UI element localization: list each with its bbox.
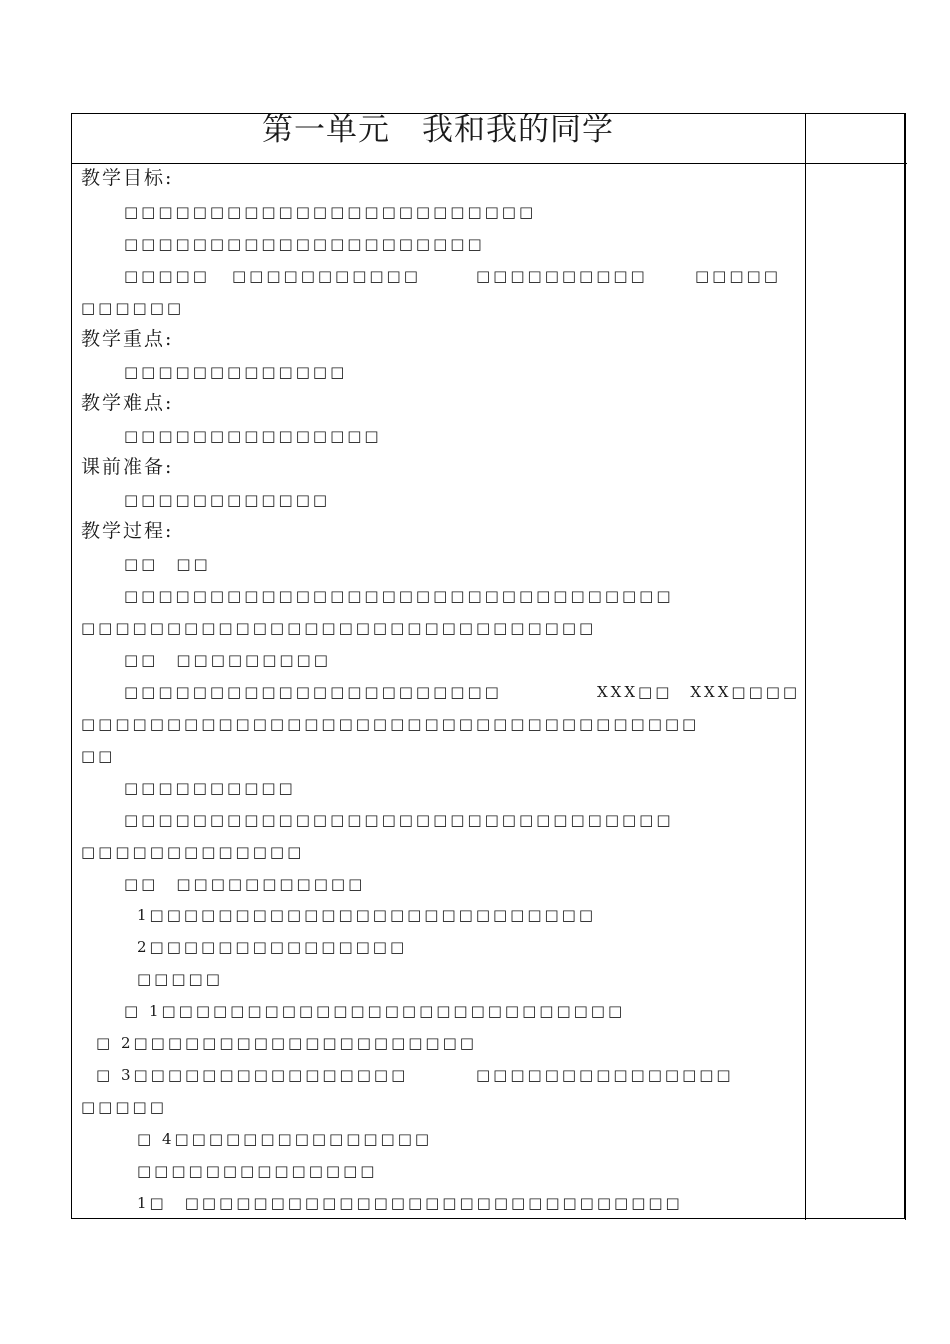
text-line: □□□□□□□□□□□□□□□□□□□□□□□□□□□□□□ xyxy=(81,619,597,637)
text-line: □□□□□□□□□□□□□□□□□□□□□□□□ xyxy=(124,203,537,221)
text-line: □□ □□ xyxy=(124,555,211,573)
text-line: □□□□□□□□□□□□□□□□□□□□□□□□□□□□□□□□ xyxy=(124,587,674,605)
table-header-divider xyxy=(71,163,907,164)
text-line: □□□□□□□□□□□□□□ xyxy=(137,1162,378,1180)
text-line: □□ xyxy=(81,747,116,765)
text-line: □□□□□□□□□□ xyxy=(476,267,648,285)
text-line: □□□□□ xyxy=(137,970,223,988)
heading-preparation: 课前准备: xyxy=(81,456,174,478)
table-right-border xyxy=(905,113,908,1220)
text-line: □□□□□□□□□□□□□□□□□□□□□□ xyxy=(124,683,502,701)
text-line: □□□□□□□□□□□□□ xyxy=(124,363,348,381)
text-line: □□ □□□□□□□□□□□ xyxy=(124,875,366,893)
text-line: □□□□□□□□□□□□□□□ xyxy=(124,427,382,445)
text-line: □□□□□□ xyxy=(81,299,185,317)
text-line: □ 4□□□□□□□□□□□□□□□ xyxy=(137,1130,433,1148)
text-line: □□□□□□□□□□□□□□□□□□□□□□□□□□□□□□□□ xyxy=(124,811,674,829)
table-column-divider xyxy=(805,113,806,1220)
text-line: □□□□□□□□□□□ xyxy=(232,267,421,285)
text-line: XXX□□ XXX□□□□ xyxy=(597,683,801,701)
text-line: □□□□□□□□□□□□□□□□□□□□□ xyxy=(124,235,485,253)
text-line: □□□□□ xyxy=(124,267,210,285)
heading-key-points: 教学重点: xyxy=(81,328,174,350)
text-line: □□□□□ xyxy=(81,1098,167,1116)
heading-goals: 教学目标: xyxy=(81,167,174,189)
text-line: □ 2□□□□□□□□□□□□□□□□□□□□ xyxy=(96,1034,477,1052)
text-line: □□□□□□□□□□□□□□□ xyxy=(476,1066,734,1084)
text-line: □□□□□□□□□□□□ xyxy=(124,491,331,509)
text-line: □□□□□ xyxy=(695,267,781,285)
heading-difficulties: 教学难点: xyxy=(81,392,174,414)
text-line: 1□ □□□□□□□□□□□□□□□□□□□□□□□□□□□□□ xyxy=(137,1194,683,1212)
heading-process: 教学过程: xyxy=(81,520,174,542)
text-line: □ 1□□□□□□□□□□□□□□□□□□□□□□□□□□□ xyxy=(124,1002,626,1020)
text-line: □□□□□□□□□□ xyxy=(124,779,296,797)
page-title: 第一单元 我和我的同学 xyxy=(262,112,614,148)
text-line: □□□□□□□□□□□□□ xyxy=(81,843,305,861)
text-line: □ 3□□□□□□□□□□□□□□□□ xyxy=(96,1066,409,1084)
text-line: 2□□□□□□□□□□□□□□□ xyxy=(137,938,408,956)
text-line: 1□□□□□□□□□□□□□□□□□□□□□□□□□□ xyxy=(137,906,597,924)
text-line: □□ □□□□□□□□□ xyxy=(124,651,331,669)
text-line: □□□□□□□□□□□□□□□□□□□□□□□□□□□□□□□□□□□□ xyxy=(81,715,700,733)
